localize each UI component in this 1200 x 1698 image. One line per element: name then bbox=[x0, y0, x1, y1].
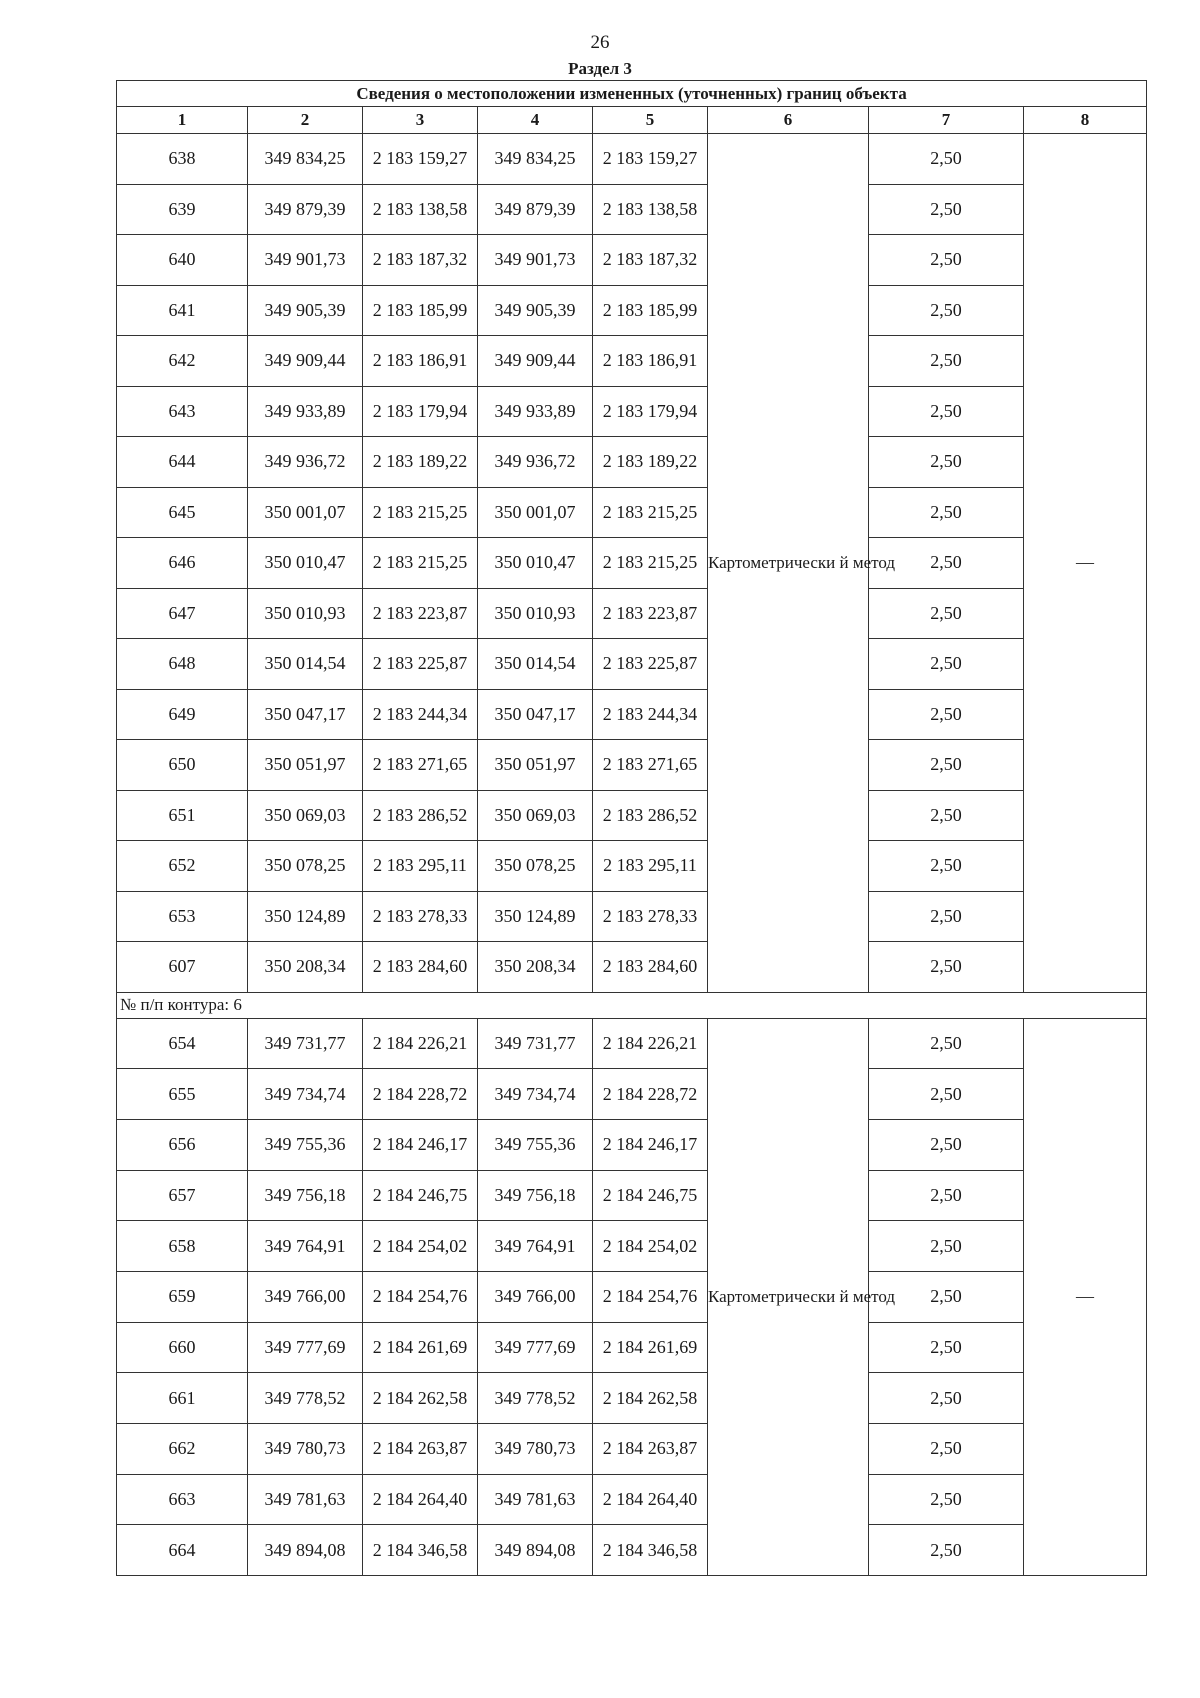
table-caption: Сведения о местоположении измененных (уточненных) границ объекта bbox=[117, 81, 1147, 107]
table-row bbox=[117, 1221, 1147, 1272]
point-number-cell: 659 bbox=[117, 1271, 248, 1322]
y-new-cell: 2 183 138,58 bbox=[593, 184, 708, 235]
x-new-cell: 350 124,89 bbox=[478, 891, 593, 942]
accuracy-cell: 2,50 bbox=[869, 891, 1024, 942]
point-number-cell: 641 bbox=[117, 285, 248, 336]
column-number-header: 3 bbox=[363, 107, 478, 134]
x-new-cell: 350 078,25 bbox=[478, 841, 593, 892]
x-new-cell: 350 010,47 bbox=[478, 538, 593, 589]
x-existing-cell: 349 834,25 bbox=[248, 134, 363, 185]
x-new-cell: 349 764,91 bbox=[478, 1221, 593, 1272]
table-row bbox=[117, 538, 1147, 589]
x-existing-cell: 349 755,36 bbox=[248, 1119, 363, 1170]
x-existing-cell: 349 780,73 bbox=[248, 1424, 363, 1475]
point-number-cell: 653 bbox=[117, 891, 248, 942]
point-number-cell: 645 bbox=[117, 487, 248, 538]
accuracy-cell: 2,50 bbox=[869, 285, 1024, 336]
table-row bbox=[117, 134, 1147, 185]
y-existing-cell: 2 183 215,25 bbox=[363, 538, 478, 589]
x-existing-cell: 349 781,63 bbox=[248, 1474, 363, 1525]
accuracy-cell: 2,50 bbox=[869, 1018, 1024, 1069]
accuracy-cell: 2,50 bbox=[869, 235, 1024, 286]
x-new-cell: 349 936,72 bbox=[478, 437, 593, 488]
point-number-cell: 639 bbox=[117, 184, 248, 235]
table-row bbox=[117, 841, 1147, 892]
table-row bbox=[117, 689, 1147, 740]
accuracy-cell: 2,50 bbox=[869, 1069, 1024, 1120]
point-number-cell: 657 bbox=[117, 1170, 248, 1221]
column-number-header: 1 bbox=[117, 107, 248, 134]
point-number-cell: 654 bbox=[117, 1018, 248, 1069]
x-new-cell: 349 834,25 bbox=[478, 134, 593, 185]
table-row bbox=[117, 184, 1147, 235]
y-new-cell: 2 183 244,34 bbox=[593, 689, 708, 740]
table-row bbox=[117, 942, 1147, 993]
table-row bbox=[117, 790, 1147, 841]
contour-group bbox=[117, 992, 1147, 1576]
x-existing-cell: 350 010,47 bbox=[248, 538, 363, 589]
accuracy-cell: 2,50 bbox=[869, 1424, 1024, 1475]
x-new-cell: 349 780,73 bbox=[478, 1424, 593, 1475]
accuracy-cell: 2,50 bbox=[869, 1271, 1024, 1322]
table-row bbox=[117, 336, 1147, 387]
y-new-cell: 2 184 254,02 bbox=[593, 1221, 708, 1272]
x-new-cell: 350 047,17 bbox=[478, 689, 593, 740]
x-new-cell: 350 010,93 bbox=[478, 588, 593, 639]
x-existing-cell: 349 905,39 bbox=[248, 285, 363, 336]
method-cell: Картометрически й метод bbox=[708, 1018, 869, 1576]
point-number-cell: 655 bbox=[117, 1069, 248, 1120]
point-number-cell: 664 bbox=[117, 1525, 248, 1576]
column-8-cell: — bbox=[1024, 134, 1147, 993]
x-new-cell: 349 756,18 bbox=[478, 1170, 593, 1221]
point-number-cell: 649 bbox=[117, 689, 248, 740]
y-new-cell: 2 184 246,17 bbox=[593, 1119, 708, 1170]
table-row bbox=[117, 639, 1147, 690]
accuracy-cell: 2,50 bbox=[869, 184, 1024, 235]
accuracy-cell: 2,50 bbox=[869, 1322, 1024, 1373]
y-new-cell: 2 183 179,94 bbox=[593, 386, 708, 437]
accuracy-cell: 2,50 bbox=[869, 689, 1024, 740]
point-number-cell: 644 bbox=[117, 437, 248, 488]
x-existing-cell: 350 014,54 bbox=[248, 639, 363, 690]
y-new-cell: 2 184 262,58 bbox=[593, 1373, 708, 1424]
y-new-cell: 2 184 261,69 bbox=[593, 1322, 708, 1373]
x-existing-cell: 349 778,52 bbox=[248, 1373, 363, 1424]
x-existing-cell: 350 001,07 bbox=[248, 487, 363, 538]
accuracy-cell: 2,50 bbox=[869, 1373, 1024, 1424]
table-row bbox=[117, 285, 1147, 336]
x-new-cell: 349 731,77 bbox=[478, 1018, 593, 1069]
y-new-cell: 2 183 186,91 bbox=[593, 336, 708, 387]
section-title: Раздел 3 bbox=[568, 59, 632, 78]
column-number-header: 2 bbox=[248, 107, 363, 134]
y-existing-cell: 2 184 264,40 bbox=[363, 1474, 478, 1525]
x-new-cell: 349 781,63 bbox=[478, 1474, 593, 1525]
y-existing-cell: 2 183 179,94 bbox=[363, 386, 478, 437]
x-new-cell: 349 755,36 bbox=[478, 1119, 593, 1170]
point-number-cell: 638 bbox=[117, 134, 248, 185]
point-number-cell: 642 bbox=[117, 336, 248, 387]
y-existing-cell: 2 183 244,34 bbox=[363, 689, 478, 740]
x-new-cell: 350 051,97 bbox=[478, 740, 593, 791]
y-existing-cell: 2 183 284,60 bbox=[363, 942, 478, 993]
point-number-cell: 662 bbox=[117, 1424, 248, 1475]
y-existing-cell: 2 183 185,99 bbox=[363, 285, 478, 336]
y-new-cell: 2 183 215,25 bbox=[593, 538, 708, 589]
x-new-cell: 349 905,39 bbox=[478, 285, 593, 336]
x-new-cell: 350 208,34 bbox=[478, 942, 593, 993]
table-row bbox=[117, 1525, 1147, 1576]
table-row bbox=[117, 1474, 1147, 1525]
x-existing-cell: 349 764,91 bbox=[248, 1221, 363, 1272]
y-existing-cell: 2 184 263,87 bbox=[363, 1424, 478, 1475]
x-existing-cell: 349 756,18 bbox=[248, 1170, 363, 1221]
x-new-cell: 350 069,03 bbox=[478, 790, 593, 841]
method-cell: Картометрически й метод bbox=[708, 134, 869, 993]
x-new-cell: 349 894,08 bbox=[478, 1525, 593, 1576]
point-number-cell: 663 bbox=[117, 1474, 248, 1525]
table-row bbox=[117, 1373, 1147, 1424]
contour-label-row bbox=[117, 992, 1147, 1018]
x-existing-cell: 349 766,00 bbox=[248, 1271, 363, 1322]
y-new-cell: 2 183 189,22 bbox=[593, 437, 708, 488]
y-existing-cell: 2 183 189,22 bbox=[363, 437, 478, 488]
y-new-cell: 2 183 284,60 bbox=[593, 942, 708, 993]
y-existing-cell: 2 183 225,87 bbox=[363, 639, 478, 690]
x-new-cell: 350 001,07 bbox=[478, 487, 593, 538]
point-number-cell: 656 bbox=[117, 1119, 248, 1170]
x-new-cell: 349 766,00 bbox=[478, 1271, 593, 1322]
y-new-cell: 2 184 254,76 bbox=[593, 1271, 708, 1322]
y-new-cell: 2 183 295,11 bbox=[593, 841, 708, 892]
accuracy-cell: 2,50 bbox=[869, 487, 1024, 538]
y-new-cell: 2 183 225,87 bbox=[593, 639, 708, 690]
contour-group bbox=[117, 134, 1147, 993]
x-new-cell: 349 909,44 bbox=[478, 336, 593, 387]
x-existing-cell: 350 208,34 bbox=[248, 942, 363, 993]
coordinates-table bbox=[116, 80, 1147, 1576]
x-existing-cell: 349 936,72 bbox=[248, 437, 363, 488]
y-new-cell: 2 184 346,58 bbox=[593, 1525, 708, 1576]
y-existing-cell: 2 183 223,87 bbox=[363, 588, 478, 639]
y-existing-cell: 2 183 271,65 bbox=[363, 740, 478, 791]
table-row bbox=[117, 740, 1147, 791]
x-existing-cell: 350 124,89 bbox=[248, 891, 363, 942]
y-existing-cell: 2 183 215,25 bbox=[363, 487, 478, 538]
y-existing-cell: 2 184 228,72 bbox=[363, 1069, 478, 1120]
accuracy-cell: 2,50 bbox=[869, 386, 1024, 437]
contour-label: № п/п контура: 6 bbox=[117, 992, 1147, 1018]
point-number-cell: 640 bbox=[117, 235, 248, 286]
y-existing-cell: 2 183 286,52 bbox=[363, 790, 478, 841]
x-existing-cell: 349 894,08 bbox=[248, 1525, 363, 1576]
y-new-cell: 2 183 271,65 bbox=[593, 740, 708, 791]
x-existing-cell: 350 078,25 bbox=[248, 841, 363, 892]
point-number-cell: 651 bbox=[117, 790, 248, 841]
y-new-cell: 2 184 228,72 bbox=[593, 1069, 708, 1120]
y-new-cell: 2 183 278,33 bbox=[593, 891, 708, 942]
column-number-row bbox=[117, 107, 1147, 134]
y-existing-cell: 2 183 278,33 bbox=[363, 891, 478, 942]
point-number-cell: 650 bbox=[117, 740, 248, 791]
table-row bbox=[117, 1069, 1147, 1120]
x-existing-cell: 349 901,73 bbox=[248, 235, 363, 286]
x-new-cell: 349 879,39 bbox=[478, 184, 593, 235]
x-new-cell: 350 014,54 bbox=[478, 639, 593, 690]
x-existing-cell: 349 909,44 bbox=[248, 336, 363, 387]
y-new-cell: 2 184 246,75 bbox=[593, 1170, 708, 1221]
accuracy-cell: 2,50 bbox=[869, 437, 1024, 488]
point-number-cell: 607 bbox=[117, 942, 248, 993]
table-row bbox=[117, 588, 1147, 639]
point-number-cell: 660 bbox=[117, 1322, 248, 1373]
table-row bbox=[117, 891, 1147, 942]
x-existing-cell: 350 069,03 bbox=[248, 790, 363, 841]
accuracy-cell: 2,50 bbox=[869, 841, 1024, 892]
y-existing-cell: 2 183 295,11 bbox=[363, 841, 478, 892]
column-number-header: 6 bbox=[708, 107, 869, 134]
point-number-cell: 646 bbox=[117, 538, 248, 589]
x-existing-cell: 350 010,93 bbox=[248, 588, 363, 639]
table-row bbox=[117, 1018, 1147, 1069]
accuracy-cell: 2,50 bbox=[869, 639, 1024, 690]
x-existing-cell: 350 047,17 bbox=[248, 689, 363, 740]
y-new-cell: 2 183 159,27 bbox=[593, 134, 708, 185]
y-existing-cell: 2 184 346,58 bbox=[363, 1525, 478, 1576]
y-existing-cell: 2 183 159,27 bbox=[363, 134, 478, 185]
accuracy-cell: 2,50 bbox=[869, 942, 1024, 993]
y-existing-cell: 2 184 226,21 bbox=[363, 1018, 478, 1069]
table-row bbox=[117, 437, 1147, 488]
x-existing-cell: 349 879,39 bbox=[248, 184, 363, 235]
x-new-cell: 349 734,74 bbox=[478, 1069, 593, 1120]
y-existing-cell: 2 184 246,75 bbox=[363, 1170, 478, 1221]
accuracy-cell: 2,50 bbox=[869, 1474, 1024, 1525]
accuracy-cell: 2,50 bbox=[869, 790, 1024, 841]
table-row bbox=[117, 386, 1147, 437]
y-existing-cell: 2 183 138,58 bbox=[363, 184, 478, 235]
y-existing-cell: 2 184 246,17 bbox=[363, 1119, 478, 1170]
column-number-header: 8 bbox=[1024, 107, 1147, 134]
x-new-cell: 349 933,89 bbox=[478, 386, 593, 437]
y-existing-cell: 2 183 186,91 bbox=[363, 336, 478, 387]
table-row bbox=[117, 1424, 1147, 1475]
page-number: 26 bbox=[590, 32, 610, 53]
y-new-cell: 2 183 286,52 bbox=[593, 790, 708, 841]
x-new-cell: 349 778,52 bbox=[478, 1373, 593, 1424]
y-existing-cell: 2 184 261,69 bbox=[363, 1322, 478, 1373]
y-new-cell: 2 183 185,99 bbox=[593, 285, 708, 336]
point-number-cell: 647 bbox=[117, 588, 248, 639]
table-row bbox=[117, 235, 1147, 286]
column-number-header: 5 bbox=[593, 107, 708, 134]
x-existing-cell: 349 734,74 bbox=[248, 1069, 363, 1120]
y-new-cell: 2 184 263,87 bbox=[593, 1424, 708, 1475]
y-new-cell: 2 184 264,40 bbox=[593, 1474, 708, 1525]
accuracy-cell: 2,50 bbox=[869, 588, 1024, 639]
y-new-cell: 2 183 215,25 bbox=[593, 487, 708, 538]
accuracy-cell: 2,50 bbox=[869, 740, 1024, 791]
x-existing-cell: 349 777,69 bbox=[248, 1322, 363, 1373]
table-row bbox=[117, 1271, 1147, 1322]
point-number-cell: 661 bbox=[117, 1373, 248, 1424]
y-existing-cell: 2 184 254,76 bbox=[363, 1271, 478, 1322]
y-new-cell: 2 183 187,32 bbox=[593, 235, 708, 286]
point-number-cell: 643 bbox=[117, 386, 248, 437]
y-new-cell: 2 183 223,87 bbox=[593, 588, 708, 639]
x-existing-cell: 349 731,77 bbox=[248, 1018, 363, 1069]
point-number-cell: 648 bbox=[117, 639, 248, 690]
y-existing-cell: 2 184 254,02 bbox=[363, 1221, 478, 1272]
table-row bbox=[117, 1322, 1147, 1373]
x-existing-cell: 349 933,89 bbox=[248, 386, 363, 437]
accuracy-cell: 2,50 bbox=[869, 1525, 1024, 1576]
y-new-cell: 2 184 226,21 bbox=[593, 1018, 708, 1069]
table-row bbox=[117, 487, 1147, 538]
y-existing-cell: 2 184 262,58 bbox=[363, 1373, 478, 1424]
table-row bbox=[117, 1119, 1147, 1170]
accuracy-cell: 2,50 bbox=[869, 1119, 1024, 1170]
accuracy-cell: 2,50 bbox=[869, 1221, 1024, 1272]
accuracy-cell: 2,50 bbox=[869, 134, 1024, 185]
column-8-cell: — bbox=[1024, 1018, 1147, 1576]
table-row bbox=[117, 1170, 1147, 1221]
point-number-cell: 652 bbox=[117, 841, 248, 892]
column-number-header: 7 bbox=[869, 107, 1024, 134]
accuracy-cell: 2,50 bbox=[869, 1170, 1024, 1221]
accuracy-cell: 2,50 bbox=[869, 538, 1024, 589]
accuracy-cell: 2,50 bbox=[869, 336, 1024, 387]
y-existing-cell: 2 183 187,32 bbox=[363, 235, 478, 286]
point-number-cell: 658 bbox=[117, 1221, 248, 1272]
x-new-cell: 349 901,73 bbox=[478, 235, 593, 286]
column-number-header: 4 bbox=[478, 107, 593, 134]
x-existing-cell: 350 051,97 bbox=[248, 740, 363, 791]
x-new-cell: 349 777,69 bbox=[478, 1322, 593, 1373]
